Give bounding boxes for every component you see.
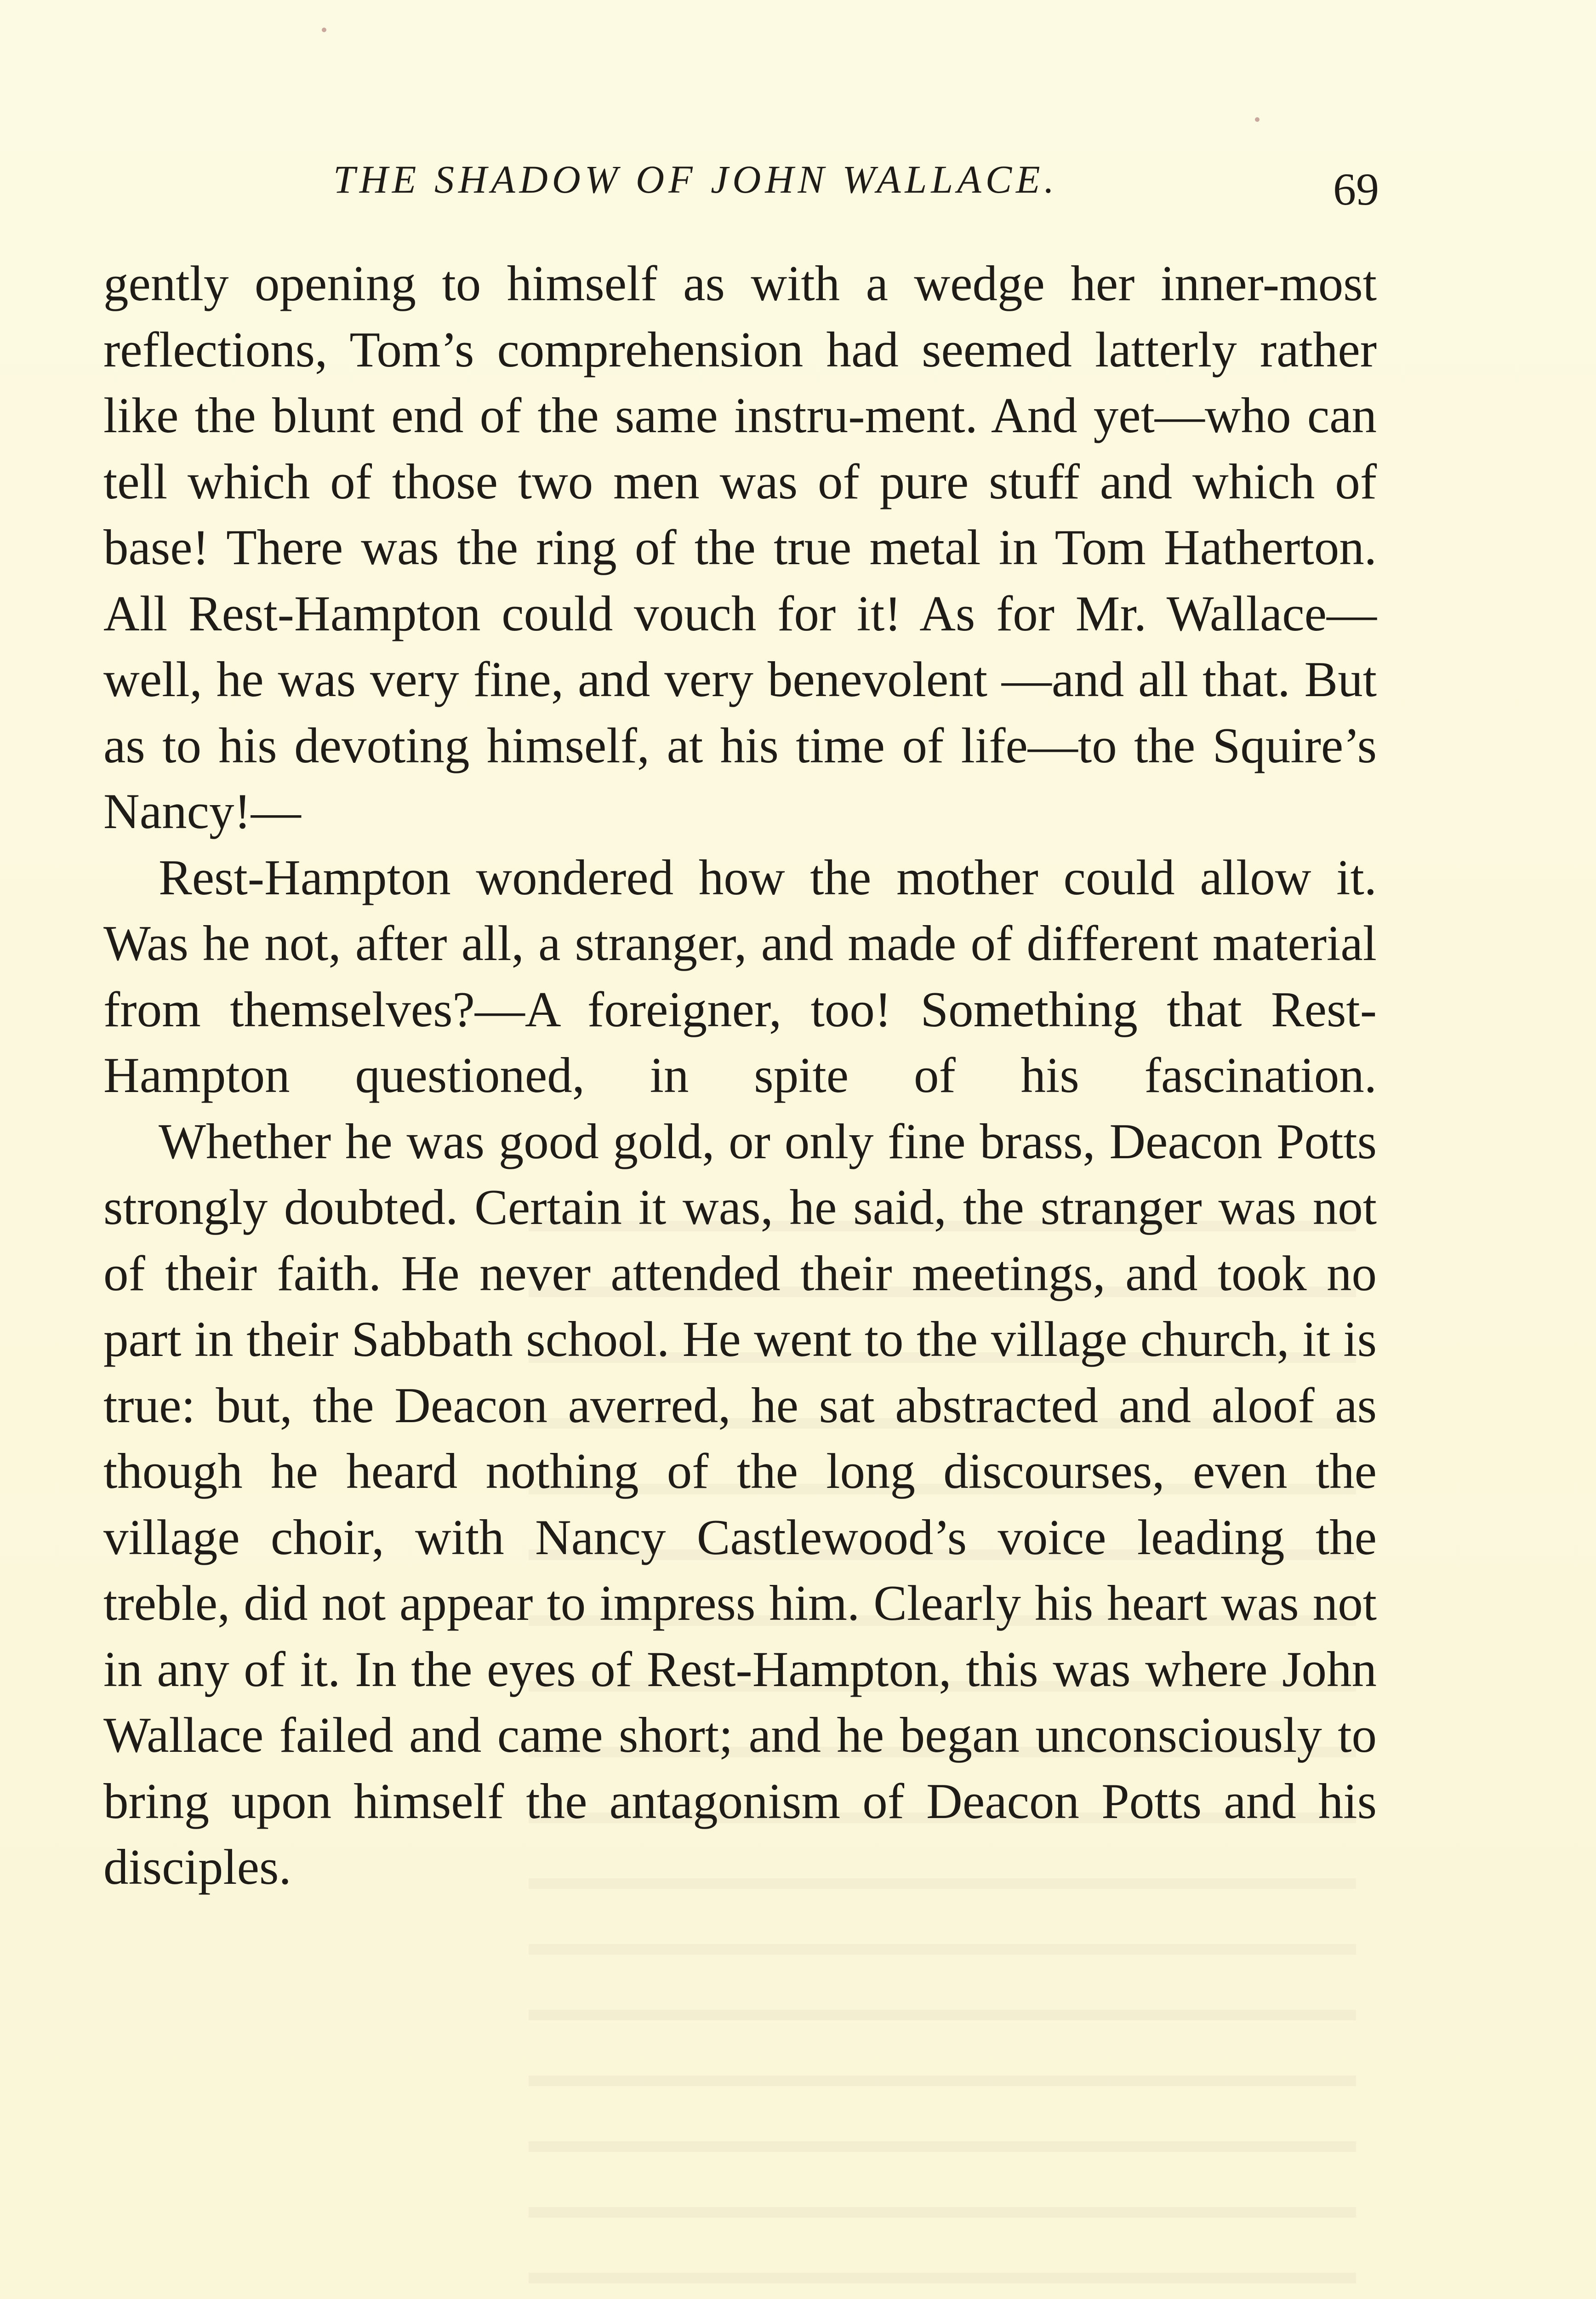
running-head (103, 152, 1379, 215)
paragraph: gently opening to himself as with a wedge her inner-most reflections, Tom’s comprehension had seemed latterly rather like the blunt end of the same instru-ment. And yet—who can tell which of those two men was of pure stuff and which of base! There was the ring of the true metal in Tom Hatherton. All Rest-Hampton could vouch for it! As for Mr. Wallace—well, he was very fine, and very benevolent —and all that. But as to his devoting himself, at his time of life—to the Squire’s Nancy!— (103, 256, 1377, 839)
paragraph: Whether he was good gold, or only fine brass, Deacon Potts strongly doubted. Certain it was, he said, the stranger was not of their faith. He never attended their meetings, and took no part in their Sabbath school. He went to the village church, it is true: but, the Deacon averred, he sat abstracted and aloof as though he heard nothing of the long discourses, even the village choir, with Nancy Castlewood’s voice leading the treble, did not appear to impress him. Clearly his heart was not in any of it. In the eyes of Rest-Hampton, this was where John Wallace failed and came short; and he began unconsciously to bring upon himself the antagonism of Deacon Potts and his disciples. (103, 1113, 1377, 1895)
paragraph: Rest-Hampton wondered how the mother could allow it. Was he not, after all, a stranger, and made of different material from themselves?—A foreigner, too! Something that Rest-Hampton questioned, in spite of his fascination. (103, 849, 1377, 1103)
body-text (103, 251, 1377, 1900)
page-number: 69 (1333, 164, 1379, 215)
paper-speck (1255, 117, 1260, 122)
running-title: THE SHADOW OF JOHN WALLACE. (333, 157, 1059, 201)
paper-speck (322, 28, 326, 32)
